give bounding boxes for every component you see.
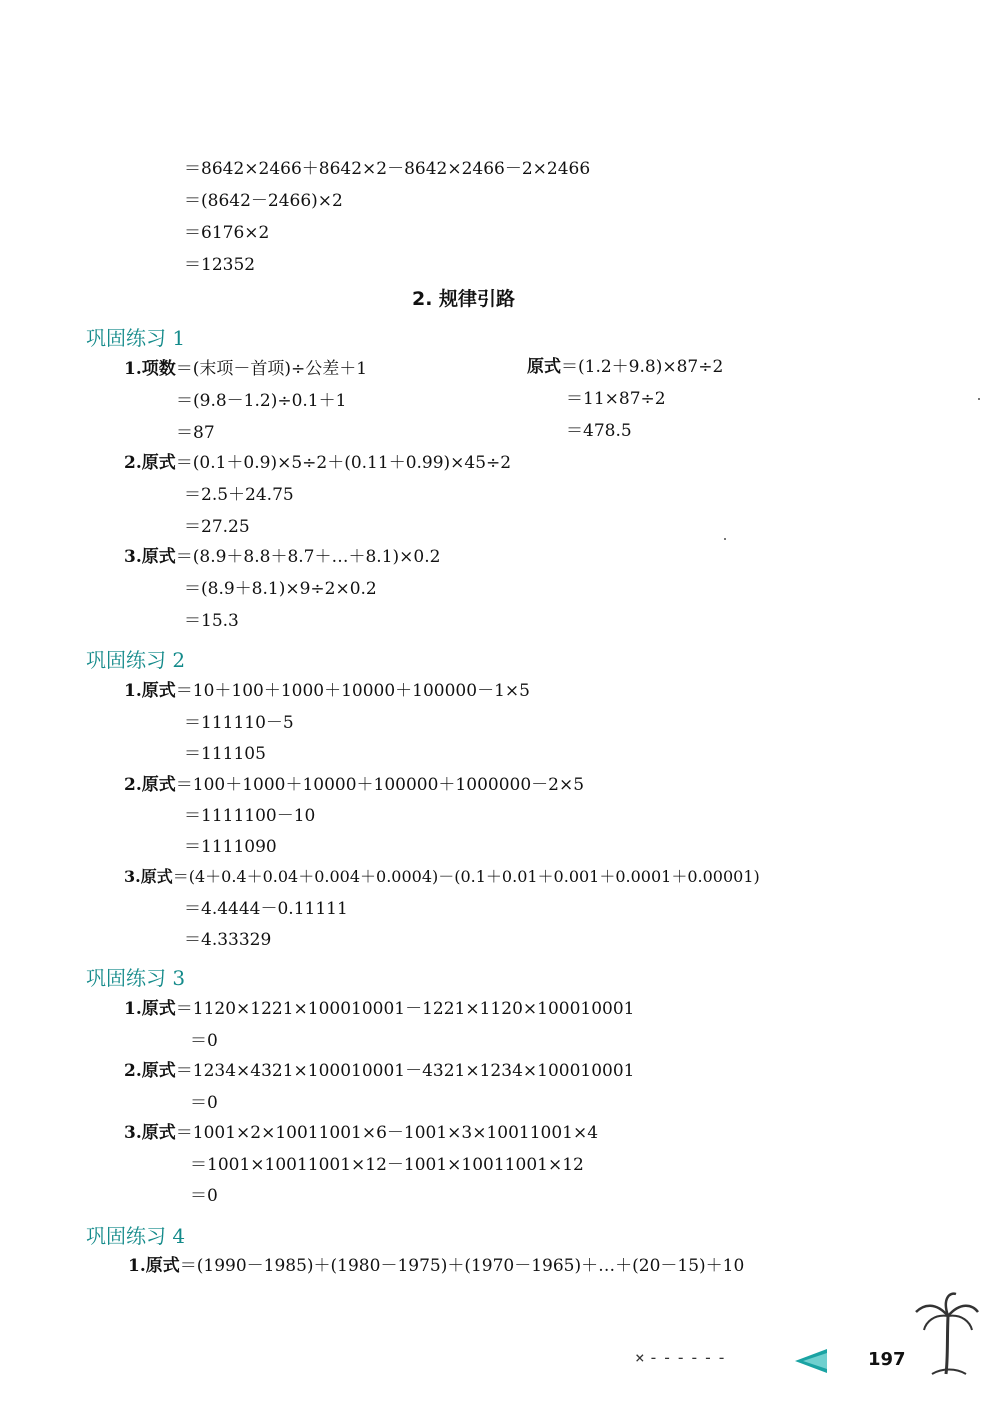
problem-1-2: [124, 452, 511, 474]
problem-expression: ＝(8.9＋8.8＋8.7＋…＋8.1)×0.2: [175, 547, 441, 567]
problem-label: 原式: [141, 547, 176, 567]
problem-number: 3.: [124, 1123, 142, 1143]
problem-label: 原式: [141, 453, 176, 473]
arrow-left-icon: [793, 1348, 863, 1374]
scan-dot: [978, 398, 980, 400]
intro-line: ＝6176×2: [184, 223, 270, 243]
problem-step: ＝0: [190, 1031, 218, 1051]
exercise-heading-1: 巩固练习 1: [86, 326, 186, 350]
problem-step: ＝1111100－10: [184, 806, 316, 826]
exercise-heading-4: 巩固练习 4: [86, 1224, 186, 1248]
problem-number: 2.: [124, 453, 142, 473]
problem-step: ＝15.3: [184, 611, 239, 631]
problem-label: 原式: [141, 775, 176, 795]
problem-expression: ＝100＋1000＋10000＋100000＋1000000－2×5: [175, 775, 585, 795]
problem-step: ＝(9.8－1.2)÷0.1＋1: [176, 391, 347, 411]
problem-step: ＝0: [190, 1186, 218, 1206]
problem-expression: ＝1234×4321×100010001－4321×1234×100010001: [175, 1061, 635, 1081]
problem-number: 3.: [124, 867, 141, 886]
problem-2-3: [124, 866, 760, 888]
problem-2-1: [124, 680, 530, 702]
problem-step: ＝4.33329: [184, 930, 272, 950]
problem-step: ＝11×87÷2: [566, 389, 666, 409]
problem-number: 1.: [124, 681, 142, 701]
intro-line: ＝(8642－2466)×2: [184, 191, 343, 211]
palm-tree-icon: [912, 1288, 982, 1378]
problem-1-1: [124, 358, 367, 380]
problem-number: 2.: [124, 1061, 142, 1081]
problem-number: 2.: [124, 775, 142, 795]
problem-step: ＝1111090: [184, 837, 277, 857]
problem-expression: ＝10＋100＋1000＋10000＋100000－1×5: [175, 681, 530, 701]
problem-number: 1.: [124, 359, 142, 379]
problem-step: ＝0: [190, 1093, 218, 1113]
problem-step: ＝478.5: [566, 421, 632, 441]
problem-expression: ＝(1.2＋9.8)×87÷2: [561, 357, 724, 377]
problem-step: ＝1001×10011001×12－1001×10011001×12: [190, 1155, 584, 1175]
problem-step: ＝87: [176, 423, 215, 443]
problem-label: 原式: [141, 681, 176, 701]
problem-step: ＝2.5＋24.75: [184, 485, 294, 505]
intro-line: ＝12352: [184, 255, 256, 275]
problem-label: 项数: [141, 359, 176, 379]
exercise-heading-3: 巩固练习 3: [86, 966, 186, 990]
problem-1-3: [124, 546, 440, 568]
problem-step: ＝111110－5: [184, 713, 294, 733]
problem-3-1: [124, 998, 634, 1020]
problem-expression: ＝1001×2×10011001×6－1001×3×10011001×4: [175, 1123, 599, 1143]
problem-step: ＝4.4444－0.11111: [184, 899, 348, 919]
problem-label: 原式: [140, 867, 173, 886]
problem-step: ＝27.25: [184, 517, 250, 537]
problem-3-2: [124, 1060, 634, 1082]
problem-number: 1.: [128, 1256, 146, 1276]
problem-step: ＝111105: [184, 744, 266, 764]
problem-label: 原式: [141, 1123, 176, 1143]
problem-expression: ＝(1990－1985)＋(1980－1975)＋(1970－1965)＋…＋(20－15)＋10: [179, 1256, 745, 1276]
exercise-heading-2: 巩固练习 2: [86, 648, 186, 672]
problem-label: 原式: [141, 999, 176, 1019]
scan-dot: [724, 538, 726, 540]
section-title: 2. 规律引路: [412, 288, 516, 310]
problem-number: 1.: [124, 999, 142, 1019]
problem-step: ＝(8.9＋8.1)×9÷2×0.2: [184, 579, 377, 599]
problem-number: 3.: [124, 547, 142, 567]
footer-decoration: ×------: [635, 1348, 731, 1367]
problem-expression: ＝(0.1＋0.9)×5÷2＋(0.11＋0.99)×45÷2: [175, 453, 512, 473]
problem-label: 原式: [141, 1061, 176, 1081]
problem-1-1-alt: [527, 356, 723, 378]
page-number: 197: [868, 1349, 906, 1370]
problem-4-1: [128, 1255, 744, 1277]
problem-2-2: [124, 774, 584, 796]
intro-line: ＝8642×2466＋8642×2－8642×2466－2×2466: [184, 159, 591, 179]
problem-expression: ＝(4＋0.4＋0.04＋0.004＋0.0004)－(0.1＋0.01＋0.001＋0.0001＋0.00001): [172, 867, 760, 886]
problem-expression: ＝1120×1221×100010001－1221×1120×100010001: [175, 999, 635, 1019]
problem-3-3: [124, 1122, 598, 1144]
problem-label: 原式: [527, 357, 561, 377]
problem-expression: ＝(末项－首项)÷公差＋1: [175, 359, 368, 379]
problem-label: 原式: [145, 1256, 180, 1276]
